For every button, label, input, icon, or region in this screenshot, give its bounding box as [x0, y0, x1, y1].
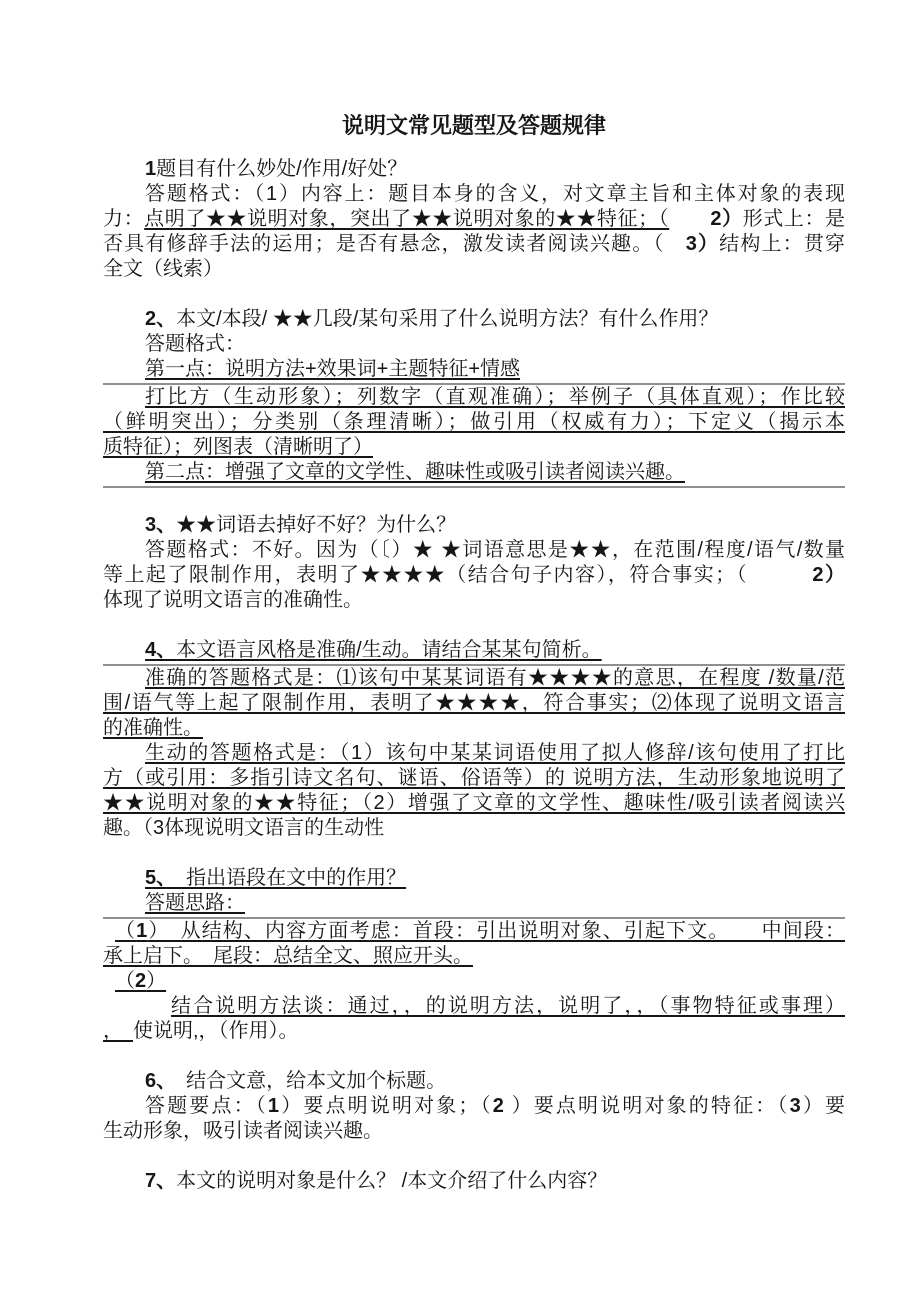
paragraph-20	[103, 1169, 845, 1194]
text-run: 1	[145, 158, 157, 180]
text-run: ）要	[800, 1095, 846, 1117]
text-run: 等上起了限制作用，表明了★★★★（结合句子内容），符合事实；（	[103, 564, 813, 586]
text-line	[103, 866, 845, 891]
text-line	[103, 588, 845, 613]
text-line	[103, 1169, 845, 1194]
paragraph-3	[103, 307, 845, 332]
text-run: 答题格式：不好。因为（〔）★ ★词语意思是★★，在范围/程度/语气/数量	[145, 539, 845, 561]
text-run: 生动形象，吸引读者阅读兴趣。	[103, 1120, 383, 1142]
text-line	[103, 385, 845, 410]
text-run: ）要点明说明对象；（	[279, 1095, 493, 1117]
text-line	[103, 538, 845, 563]
text-run: 指出语段在文中的作用？	[166, 867, 407, 889]
text-line	[103, 791, 845, 816]
text-line	[103, 1069, 845, 1094]
document-title: 说明文常见题型及答题规律	[341, 113, 606, 138]
text-line	[103, 257, 845, 282]
text-line	[103, 766, 845, 791]
paragraph-5	[103, 357, 845, 385]
text-run: 3、	[145, 514, 177, 536]
paragraph-13	[103, 866, 845, 891]
text-run: 第一点：说明方法+效果词+主题特征+情感	[145, 358, 521, 380]
text-run: 全文（线索）	[103, 258, 223, 280]
text-run: ）要点明说明对象的特征：（	[503, 1095, 790, 1117]
text-run: 1	[136, 920, 148, 942]
text-line	[103, 741, 845, 766]
text-line	[103, 232, 845, 257]
text-run: 2	[492, 1095, 504, 1117]
paragraph-19	[103, 1094, 845, 1144]
text-run: 点明了★★说明对象，突出了★★说明对象的★★特征；（	[144, 208, 670, 230]
text-run: 本文/本段/ ★★几段/某句采用了什么说明方法？有什么作用？	[176, 308, 719, 330]
text-run: 2	[135, 970, 147, 992]
text-run: 答题要点：（	[145, 1095, 268, 1117]
text-line	[103, 307, 845, 332]
text-line	[103, 182, 845, 207]
text-line	[103, 638, 845, 663]
text-run: 5、	[145, 867, 167, 889]
text-run: （	[115, 920, 137, 942]
text-run: 答题格式：（1）内容上：题目本身的含义，对文章主旨和主体对象的表现	[145, 183, 845, 205]
text-run: 2、	[145, 308, 177, 330]
text-run	[669, 208, 710, 230]
paragraph-12	[103, 741, 845, 841]
text-run: 结构上：贯穿	[719, 233, 846, 255]
paragraph-17	[103, 994, 845, 1044]
text-line	[103, 666, 845, 691]
text-run: 1	[267, 1095, 280, 1117]
paragraph-9	[103, 538, 845, 613]
text-run: ★★词语去掉好不好？为什么？	[176, 514, 457, 536]
document-body	[103, 157, 845, 1194]
text-run: （鲜明突出）；分类别（条理清晰）；做引用（权威有力）；下定义（揭示本	[103, 411, 845, 433]
text-run: 生动的答题格式是：（1）该句中某某词语使用了拟人修辞/该句使用了打比	[145, 742, 845, 764]
text-run: 形式上：是	[742, 208, 846, 230]
text-line	[103, 691, 845, 716]
text-run: 本文的说明对象是什么？ /本文介绍了什么内容？	[176, 1170, 608, 1192]
text-run: 答题思路：	[145, 892, 245, 914]
text-run: ，	[103, 1020, 133, 1042]
paragraph-1	[103, 157, 845, 182]
paragraph-4	[103, 332, 845, 357]
paragraph-15	[103, 919, 845, 969]
text-run: 趣。（3体现说明文语言的生动性	[103, 817, 385, 839]
text-run: 打比方（生动形象）；列数字（直观准确）；举例子（具体直观）；作比较	[145, 386, 845, 408]
text-run: 的准确性。	[103, 717, 203, 739]
text-line	[103, 435, 845, 460]
text-line	[103, 891, 845, 916]
text-run: 质特征）；列图表（清晰明了）	[103, 436, 373, 458]
paragraph-16	[103, 969, 845, 994]
paragraph-18	[103, 1069, 845, 1094]
text-run: 否具有修辞手法的运用；是否有悬念，激发读者阅读兴趣。（	[103, 233, 686, 255]
text-run: 题目有什么妙处/作用/好处？	[156, 158, 408, 180]
text-run: 围/语气等上起了限制作用，表明了★★★★，符合事实；⑵体现了说明文语言	[103, 692, 845, 714]
text-line	[103, 816, 845, 841]
paragraph-6	[103, 385, 845, 460]
paragraph-14	[103, 891, 845, 919]
text-line	[103, 969, 845, 994]
text-run: 准确的答题格式是：⑴该句中某某词语有★★★★的意思，在程度 /数量/范	[145, 667, 845, 689]
text-run: 本文语言风格是准确/生动。请结合某某句简析。	[176, 639, 602, 661]
text-run: 答题格式：	[145, 333, 245, 355]
text-line	[103, 513, 845, 538]
text-line	[103, 1094, 845, 1119]
text-line	[103, 332, 845, 357]
paragraph-2	[103, 182, 845, 282]
text-run: ） 从结构、内容方面考虑：首段：引出说明对象、引起下文。 中间段：	[147, 920, 846, 942]
text-line	[103, 944, 845, 969]
text-line	[103, 157, 845, 182]
text-run: 体现了说明文语言的准确性。	[103, 589, 363, 611]
text-run: 6、	[145, 1070, 167, 1092]
text-run: 承上启下。 尾段：总结全文、照应开头。	[103, 945, 473, 967]
text-line	[103, 460, 845, 485]
paragraph-7	[103, 460, 845, 488]
text-run: 3）	[685, 233, 720, 255]
paragraph-10	[103, 638, 845, 666]
text-line	[103, 410, 845, 435]
text-line	[103, 919, 845, 944]
text-run: ）	[146, 970, 167, 992]
text-run: 结合文意，给本文加个标题。	[166, 1070, 447, 1092]
text-line	[103, 1019, 845, 1044]
text-line	[103, 563, 845, 588]
text-run: 3	[789, 1095, 801, 1117]
text-run: 第二点：增强了文章的文学性、趣味性或吸引读者阅读兴趣。	[145, 461, 685, 483]
text-run: 4、	[145, 639, 177, 661]
paragraph-11	[103, 666, 845, 741]
text-run: 2）	[710, 208, 743, 230]
text-line	[103, 357, 845, 382]
text-line	[103, 207, 845, 232]
text-run: 使说明,，（作用）。	[133, 1020, 299, 1042]
text-line	[103, 1119, 845, 1144]
text-run: 结合说明方法谈：通过，，的说明方法，说明了，，（事物特征或事理）	[171, 995, 845, 1017]
text-run: 2）	[812, 564, 845, 586]
text-run: 力：	[103, 208, 145, 230]
text-line	[103, 994, 845, 1019]
text-run: ★★说明对象的★★特征；（2）增强了文章的文学性、趣味性/吸引读者阅读兴	[103, 792, 845, 814]
text-line	[103, 716, 845, 741]
paragraph-8	[103, 513, 845, 538]
text-run: （	[115, 970, 135, 992]
text-run: 7、	[145, 1170, 177, 1192]
text-run: 方（或引用：多指引诗文名句、谜语、俗语等）的 说明方法，生动形象地说明了	[103, 767, 845, 789]
